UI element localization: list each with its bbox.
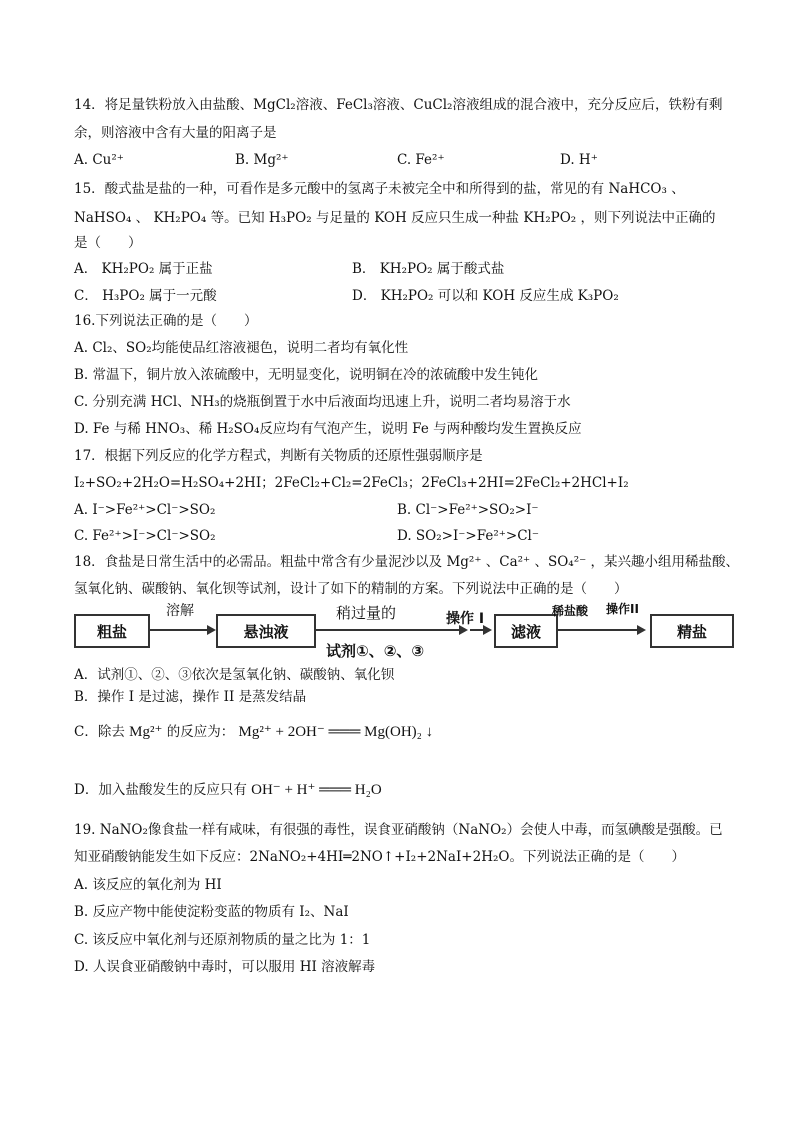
q18-option-c-mid: 的反应为： (166, 724, 235, 740)
q17-option-b: B. Cl⁻>Fe²⁺>SO₂>I⁻ (397, 502, 539, 518)
q19-stem-line2: 知亚硝酸钠能发生如下反应：2NaNO₂+4HI═2NO↑+I₂+2NaI+2H₂O。下列说法正确的是（ ） (74, 849, 685, 865)
q14-option-d: D. H⁺ (560, 152, 598, 168)
q19-option-d: D. 人误食亚硝酸钠中毒时，可以服用 HI 溶液解毒 (74, 959, 376, 975)
flow-label-reagents: 试剂①、②、③ (326, 642, 425, 660)
q16-option-c: C. 分别充满 HCl、NH₃的烧瓶倒置于水中后液面均迅速上升，说明二者均易溶于水 (74, 394, 571, 410)
q16-option-a: A. Cl₂、SO₂均能使品红溶液褪色，说明二者均有氧化性 (74, 340, 409, 356)
q17-option-c: C. Fe²⁺>I⁻>Cl⁻>SO₂ (74, 528, 216, 544)
q18-option-b: B．操作 I 是过滤，操作 II 是蒸发结晶 (74, 689, 307, 705)
q18-option-a: A．试剂①、②、③依次是氢氧化钠、碳酸钠、氧化钡 (74, 667, 395, 683)
flow-arrow-2 (316, 629, 466, 631)
q15-option-d: D． KH₂PO₂ 可以和 KOH 反应生成 K₃PO₂ (352, 288, 619, 304)
q18-option-d (74, 781, 382, 799)
q18-option-c-equation: Mg²⁺ + 2OH⁻ ═══ Mg(OH)₂ ↓ (238, 724, 434, 740)
q16-stem: 16.下列说法正确的是（ ） (74, 313, 258, 329)
q14-option-c: C. Fe²⁺ (397, 152, 445, 168)
q16-option-b: B. 常温下，铜片放入浓硫酸中，无明显变化，说明铜在冷的浓硫酸中发生钝化 (74, 367, 539, 383)
q15-stem-line3: 是（ ） (74, 235, 142, 251)
q17-option-d: D. SO₂>I⁻>Fe²⁺>Cl⁻ (397, 528, 539, 544)
flow-arrow-3 (558, 629, 644, 631)
q15-option-a: A． KH₂PO₂ 属于正盐 (74, 261, 213, 277)
flow-box-crude-salt: 粗盐 (74, 614, 150, 648)
q18-option-d-prefix: D．加入盐酸发生的反应只有 (74, 782, 247, 798)
q14-stem-line1: 14．将足量铁粉放入由盐酸、MgCl₂溶液、FeCl₃溶液、CuCl₂溶液组成的混合液中，充分反应后，铁粉有剩 (74, 97, 723, 113)
q14-option-b: B. Mg²⁺ (235, 152, 289, 168)
flow-box-suspension: 悬浊液 (216, 614, 316, 648)
q17-option-a: A. I⁻>Fe²⁺>Cl⁻>SO₂ (74, 502, 216, 518)
q15-option-c: C． H₃PO₂ 属于一元酸 (74, 288, 217, 304)
flow-label-operation-2: 操作II (606, 602, 639, 616)
q19-option-a: A. 该反应的氧化剂为 HI (74, 877, 222, 893)
flow-arrow-1 (150, 629, 214, 631)
q14-option-a: A. Cu²⁺ (74, 152, 124, 168)
q18-option-c-prefix: C．除去 (74, 724, 125, 740)
q14-stem-line2: 余，则溶液中含有大量的阳离子是 (74, 125, 277, 141)
flow-label-dissolve: 溶解 (166, 603, 194, 619)
q19-option-c: C. 该反应中氧化剂与还原剂物质的量之比为 1：1 (74, 932, 371, 948)
flow-box-filtrate: 滤液 (494, 614, 558, 648)
q16-option-d: D. Fe 与稀 HNO₃、稀 H₂SO₄反应均有气泡产生，说明 Fe 与两种酸均发生置换反应 (74, 421, 582, 437)
q18-stem-line2: 氢氧化钠、碳酸钠、氧化钡等试剂，设计了如下的精制的方案。下列说法中正确的是（ ） (74, 581, 628, 597)
purification-flow-diagram (74, 600, 734, 664)
q19-option-b: B. 反应产物中能使淀粉变蓝的物质有 I₂、NaI (74, 904, 349, 920)
q15-stem-line2: NaHSO₄ 、 KH₂PO₄ 等。已知 H₃PO₂ 与足量的 KOH 反应只生成一种盐 KH₂PO₂ ，则下列说法中正确的 (74, 210, 716, 226)
q17-stem: 17．根据下列反应的化学方程式，判断有关物质的还原性强弱顺序是 (74, 448, 483, 464)
flow-label-dilute-hcl: 稀盐酸 (552, 604, 589, 618)
flow-arrow-2b (470, 629, 490, 631)
q18-option-d-equation: OH⁻ + H⁺ ═══ H₂O (251, 782, 382, 798)
flow-label-slightly-excess: 稍过量的 (336, 604, 397, 622)
q18-stem-line1: 18．食盐是日常生活中的必需品。粗盐中常含有少量泥沙以及 Mg²⁺ 、Ca²⁺ 、SO₄²⁻ ，某兴趣小组用稀盐酸、 (74, 554, 740, 570)
q15-stem-line1: 15．酸式盐是盐的一种，可看作是多元酸中的氢离子未被完全中和所得到的盐，常见的有 NaHCO₃ 、 (74, 181, 685, 197)
q15-option-b: B． KH₂PO₂ 属于酸式盐 (352, 261, 505, 277)
flow-label-operation-1: 操作 I (446, 611, 485, 627)
q19-stem-line1: 19. NaNO₂像食盐一样有咸味，有很强的毒性，误食亚硝酸钠（NaNO₂）会使人中毒，而氢碘酸是强酸。已 (74, 822, 723, 838)
flow-box-refined-salt: 精盐 (650, 614, 734, 648)
q18-option-c-ion: Mg²⁺ (129, 724, 163, 740)
q18-option-c (74, 723, 433, 741)
q17-equations: I₂+SO₂+2H₂O=H₂SO₄+2HI；2FeCl₂+Cl₂=2FeCl₃；2FeCl₃+2HI=2FeCl₂+2HCl+I₂ (74, 475, 629, 491)
